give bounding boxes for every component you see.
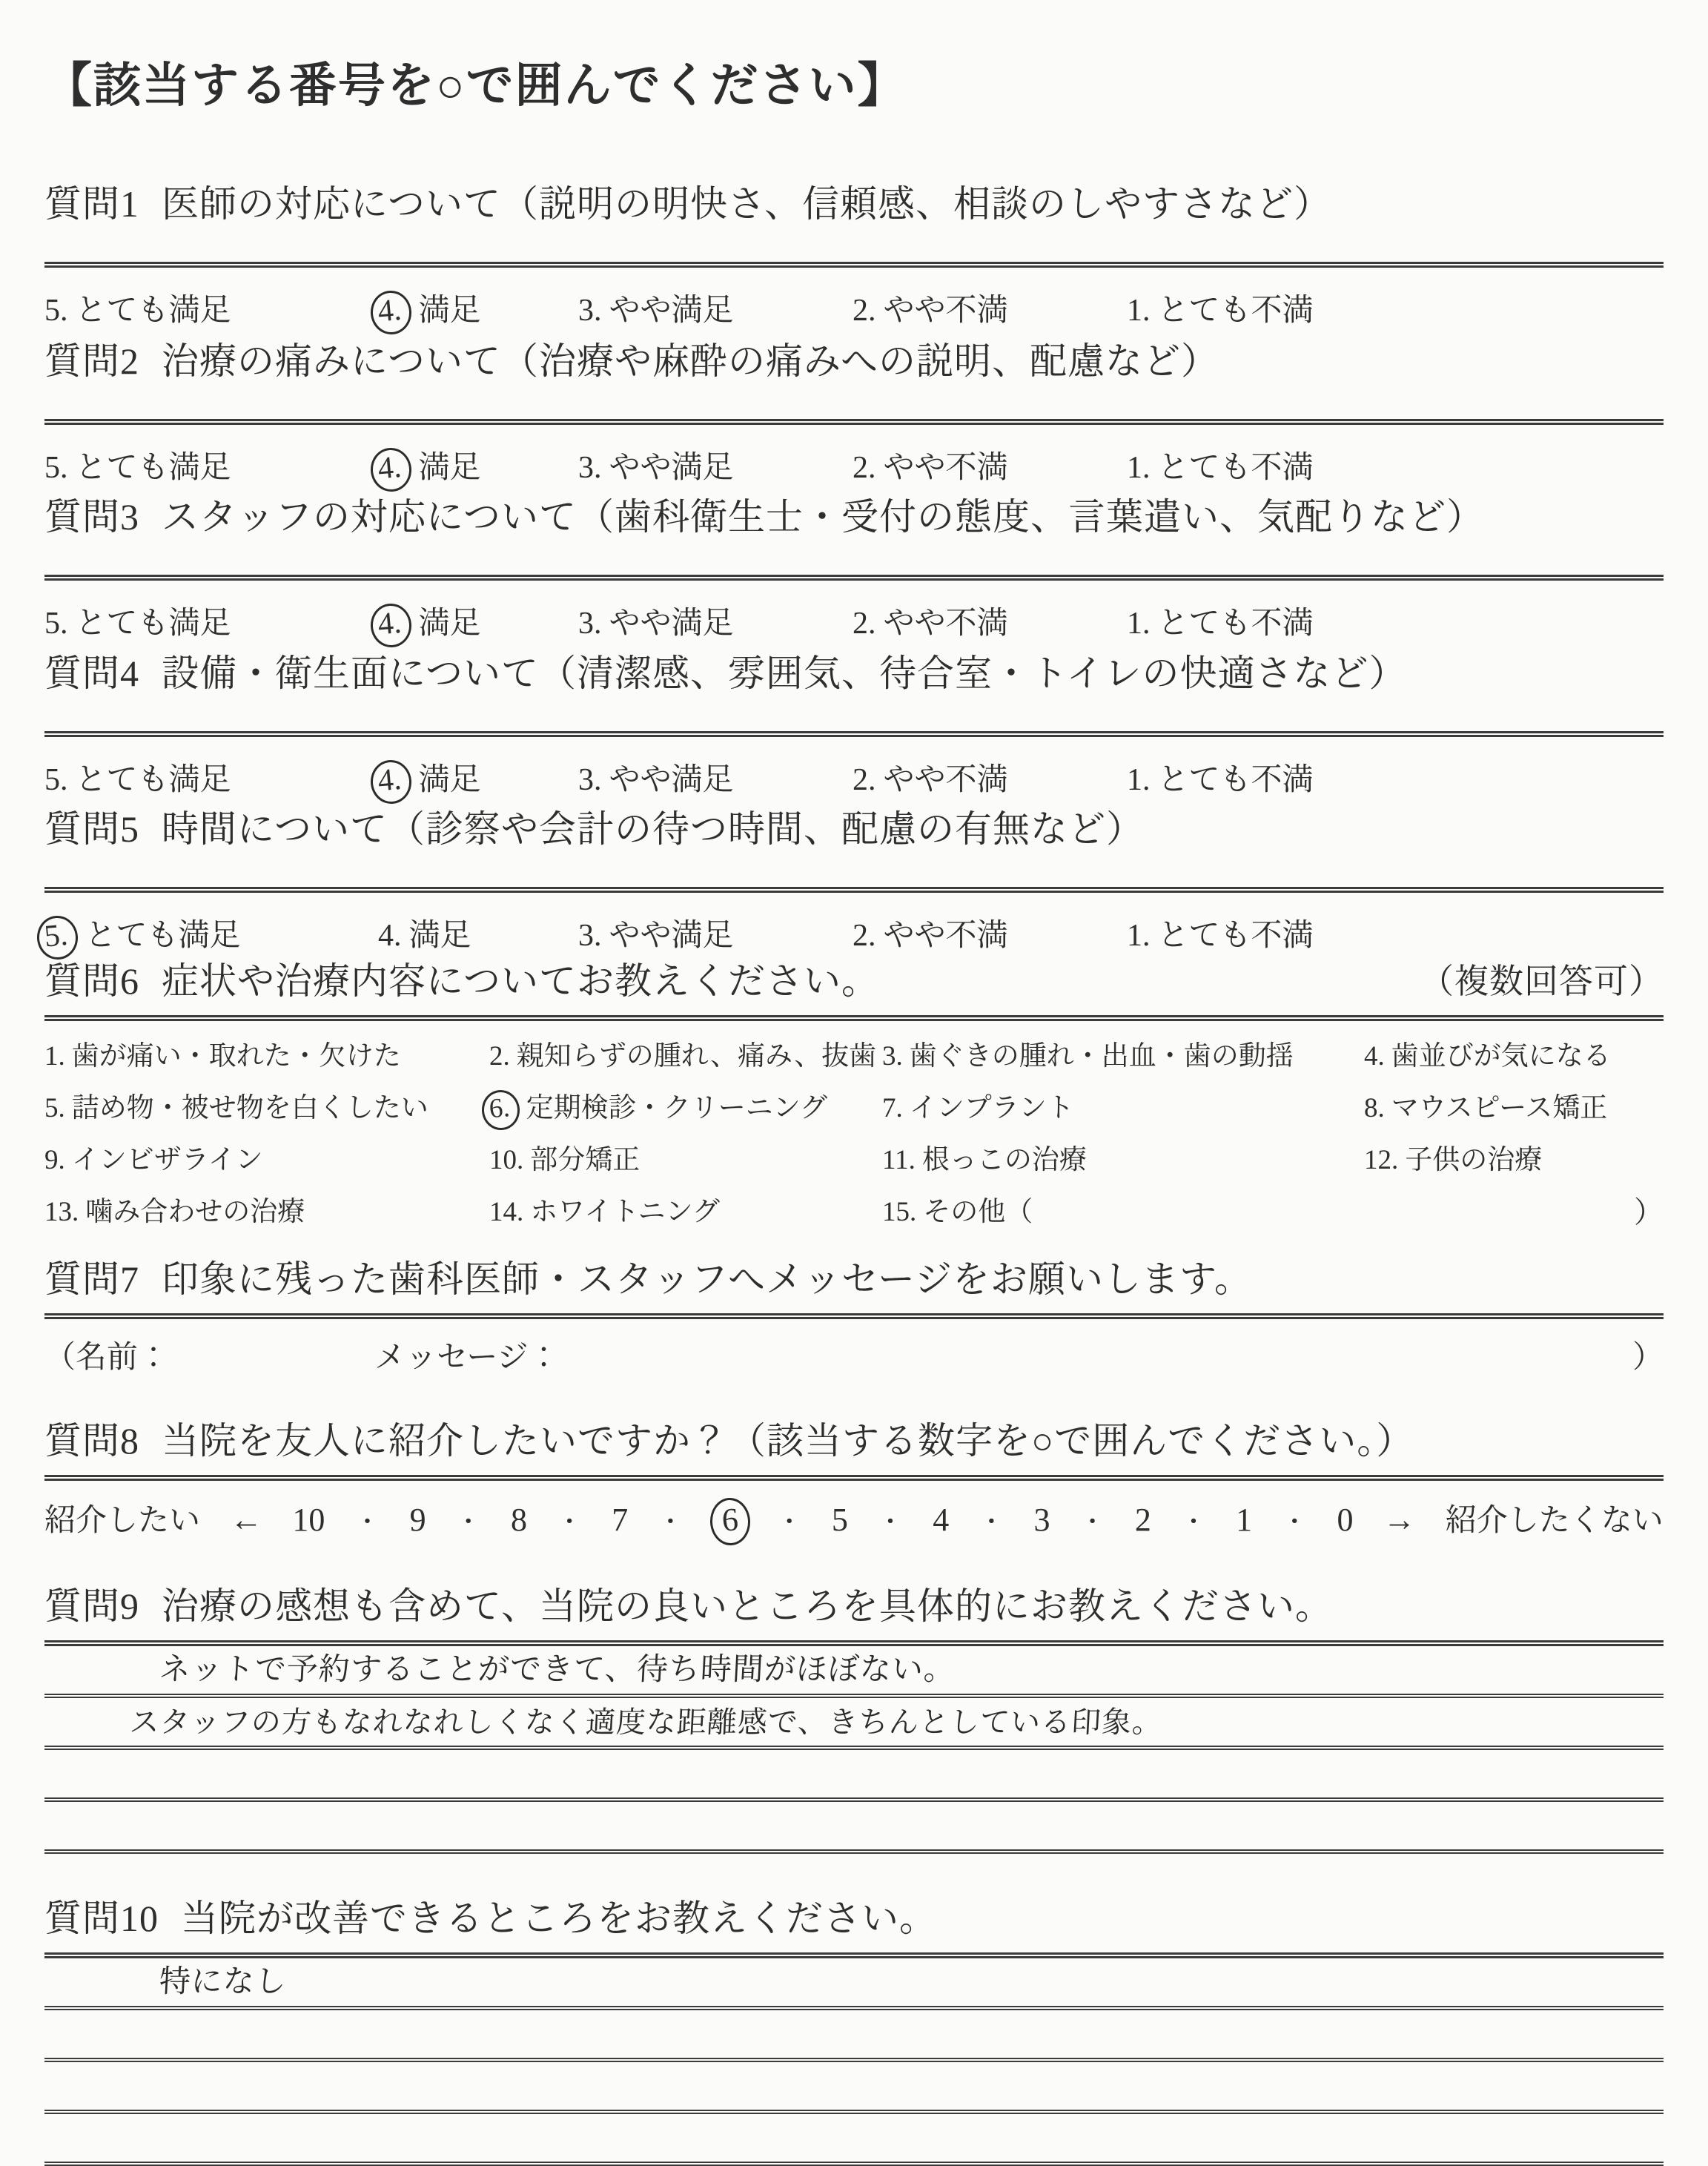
divider bbox=[44, 887, 1664, 893]
left-arrow-icon: ← bbox=[230, 1502, 263, 1538]
q6-options-row bbox=[44, 1033, 1664, 1085]
answer-line bbox=[44, 1958, 1664, 2010]
answer-line bbox=[44, 1698, 1664, 1750]
symptom-option: 7. インプラント bbox=[882, 1093, 1074, 1123]
divider bbox=[44, 1015, 1664, 1021]
q1-title: 医師の対応について（説明の明快さ、信頼感、相談のしやすさなど） bbox=[162, 183, 1331, 225]
nps-number: 1 bbox=[1236, 1502, 1253, 1538]
symptom-option: 4. 歯並びが気になる bbox=[1364, 1041, 1611, 1072]
dot-separator: ・ bbox=[1180, 1509, 1206, 1536]
q3-title: スタッフの対応について（歯科衛生士・受付の態度、言葉遣い、気配りなど） bbox=[162, 496, 1484, 538]
q7-heading bbox=[44, 1249, 1664, 1303]
rating-option: 2. やや不満 bbox=[853, 451, 1008, 485]
divider bbox=[44, 731, 1664, 737]
q2-title: 治療の痛みについて（治療や麻酔の痛みへの説明、配慮など） bbox=[162, 340, 1219, 382]
rating-option: 2. やや不満 bbox=[853, 919, 1008, 953]
q9-title: 治療の感想も含めて、当院の良いところを具体的にお教えください。 bbox=[162, 1585, 1333, 1627]
q8-heading bbox=[44, 1411, 1664, 1465]
question-2 bbox=[44, 331, 1664, 490]
nps-number: 4 bbox=[933, 1502, 950, 1538]
q7-number: 質問7 bbox=[44, 1258, 139, 1300]
close-paren: ） bbox=[1632, 1341, 1664, 1375]
q4-number: 質問4 bbox=[44, 653, 139, 694]
rating-option: 1. とても不満 bbox=[1127, 607, 1314, 641]
symptom-option: 8. マウスピース矯正 bbox=[1364, 1093, 1608, 1123]
q6-options bbox=[44, 1033, 1664, 1241]
answer-line bbox=[44, 1750, 1664, 1802]
q6-heading bbox=[44, 951, 1664, 1005]
dot-separator: ・ bbox=[776, 1509, 802, 1536]
q7-answer-row bbox=[44, 1333, 1664, 1381]
nps-number: 10 bbox=[292, 1502, 325, 1538]
symptom-option: 3. 歯ぐきの腫れ・出血・歯の動揺 bbox=[882, 1041, 1294, 1072]
symptom-option: 5. 詰め物・被せ物を白くしたい bbox=[44, 1093, 428, 1123]
message-field-label: メッセージ： bbox=[374, 1341, 560, 1375]
q10-number: 質問10 bbox=[44, 1898, 159, 1939]
nps-number: 5 bbox=[831, 1502, 848, 1538]
q5-number: 質問5 bbox=[44, 808, 139, 850]
q6-title: 症状や治療内容についてお教えください。 bbox=[162, 960, 879, 1002]
q8-title: 当院を友人に紹介したいですか？（該当する数字を○で囲んでください。） bbox=[162, 1420, 1414, 1462]
q2-rating-row bbox=[44, 443, 1664, 490]
answer-line bbox=[44, 1802, 1664, 1854]
circled-answer: 4. bbox=[369, 289, 413, 337]
rating-option: 2. やや不満 bbox=[853, 763, 1008, 797]
q10-answer-area bbox=[44, 1958, 1664, 2166]
question-1 bbox=[44, 174, 1664, 333]
q10-title: 当院が改善できるところをお教えください。 bbox=[181, 1898, 937, 1939]
nps-number: 9 bbox=[409, 1502, 426, 1538]
rating-option: 4. 満足 bbox=[378, 919, 471, 953]
q8-number: 質問8 bbox=[44, 1420, 139, 1462]
dot-separator: ・ bbox=[354, 1509, 380, 1536]
handwritten-answer: スタッフの方もなれなれしくなく適度な距離感で、きちんとしている印象。 bbox=[128, 1706, 1164, 1740]
rating-option: 5. とても満足 bbox=[44, 294, 231, 328]
q5-heading bbox=[44, 799, 1664, 853]
q4-title: 設備・衛生面について（清潔感、雰囲気、待合室・トイレの快適さなど） bbox=[162, 653, 1407, 694]
rating-option: 3. やや満足 bbox=[578, 451, 734, 485]
question-9 bbox=[44, 1576, 1664, 1854]
dot-separator: ・ bbox=[1282, 1509, 1308, 1536]
q10-heading bbox=[44, 1889, 1664, 1942]
divider bbox=[44, 1313, 1664, 1319]
q2-number: 質問2 bbox=[44, 340, 139, 382]
right-arrow-icon: → bbox=[1383, 1502, 1416, 1538]
q1-rating-row bbox=[44, 285, 1664, 333]
rating-option: 3. やや満足 bbox=[578, 294, 734, 328]
rating-option: 3. やや満足 bbox=[578, 607, 734, 641]
rating-option: 1. とても不満 bbox=[1127, 451, 1314, 485]
q7-title: 印象に残った歯科医師・スタッフへメッセージをお願いします。 bbox=[162, 1258, 1252, 1300]
q6-options-row bbox=[44, 1137, 1664, 1189]
symptom-option: 10. 部分矯正 bbox=[489, 1145, 640, 1175]
symptom-option: 14. ホワイトニング bbox=[489, 1197, 720, 1227]
handwritten-answer: ネットで予約することができて、待ち時間がほぼない。 bbox=[158, 1651, 957, 1687]
divider bbox=[44, 1475, 1664, 1481]
question-5 bbox=[44, 799, 1664, 958]
question-3 bbox=[44, 487, 1664, 646]
circled-answer: 4. bbox=[369, 602, 413, 650]
nps-number: 3 bbox=[1033, 1502, 1050, 1538]
q3-heading bbox=[44, 487, 1664, 541]
q3-number: 質問3 bbox=[44, 496, 139, 538]
nps-right-label: 紹介したくない bbox=[1445, 1504, 1664, 1538]
symptom-option-selected: 6. 定期検診・クリーニング bbox=[489, 1085, 827, 1126]
rating-option: 1. とても不満 bbox=[1127, 919, 1314, 953]
dot-separator: ・ bbox=[979, 1509, 1004, 1536]
rating-option-selected: 4. 満足 bbox=[378, 443, 481, 487]
answer-line bbox=[44, 2062, 1664, 2114]
rating-option: 3. やや満足 bbox=[578, 763, 734, 797]
question-4 bbox=[44, 644, 1664, 802]
rating-option: 5. とても満足 bbox=[44, 607, 231, 641]
other-close-paren: ） bbox=[1634, 1195, 1664, 1229]
dot-separator: ・ bbox=[878, 1509, 904, 1536]
page-title: 【該当する番号を○で囲んでください】 bbox=[44, 59, 907, 112]
q6-options-row bbox=[44, 1085, 1664, 1137]
nps-number: 8 bbox=[510, 1502, 527, 1538]
symptom-option: 13. 噛み合わせの治療 bbox=[44, 1197, 305, 1227]
rating-option: 1. とても不満 bbox=[1127, 763, 1314, 797]
answer-line bbox=[44, 1646, 1664, 1698]
q9-answer-area bbox=[44, 1646, 1664, 1854]
rating-option: 1. とても不満 bbox=[1127, 294, 1314, 328]
rating-option: 5. とても満足 bbox=[44, 763, 231, 797]
q2-heading bbox=[44, 331, 1664, 385]
question-7 bbox=[44, 1249, 1664, 1381]
question-8 bbox=[44, 1411, 1664, 1540]
nps-number: 7 bbox=[612, 1502, 629, 1538]
nps-number: 2 bbox=[1134, 1502, 1151, 1538]
rating-option: 2. やや不満 bbox=[853, 294, 1008, 328]
dot-separator: ・ bbox=[455, 1509, 481, 1536]
q1-heading bbox=[44, 174, 1664, 228]
circled-answer: 4. bbox=[369, 446, 413, 494]
q4-heading bbox=[44, 644, 1664, 697]
handwritten-answer: 特になし bbox=[158, 1963, 288, 1999]
symptom-option-other: 15. その他（ bbox=[882, 1197, 1033, 1227]
circled-answer: 5. bbox=[36, 914, 79, 962]
dot-separator: ・ bbox=[658, 1509, 683, 1536]
answer-line bbox=[44, 2010, 1664, 2062]
rating-option: 3. やや満足 bbox=[578, 919, 734, 953]
q6-multi-answer-note: （複数回答可） bbox=[1420, 963, 1664, 1000]
symptom-option: 9. インビザライン bbox=[44, 1145, 263, 1175]
symptom-option: 2. 親知らずの腫れ、痛み、抜歯 bbox=[489, 1041, 877, 1072]
q6-number: 質問6 bbox=[44, 960, 139, 1002]
symptom-option: 12. 子供の治療 bbox=[1364, 1145, 1543, 1175]
divider bbox=[44, 262, 1664, 268]
dot-separator: ・ bbox=[1079, 1509, 1105, 1536]
question-6 bbox=[44, 951, 1664, 1241]
circled-answer: 4. bbox=[369, 759, 413, 806]
divider bbox=[44, 575, 1664, 581]
q3-rating-row bbox=[44, 598, 1664, 646]
rating-option-selected: 4. 満足 bbox=[378, 755, 481, 799]
symptom-option: 1. 歯が痛い・取れた・欠けた bbox=[44, 1041, 401, 1072]
answer-line bbox=[44, 2114, 1664, 2166]
nps-number: 0 bbox=[1337, 1502, 1354, 1538]
rating-option-selected: 4. 満足 bbox=[378, 285, 481, 330]
q5-title: 時間について（診察や会計の待つ時間、配慮の有無など） bbox=[162, 808, 1144, 850]
nps-left-label: 紹介したい bbox=[44, 1504, 201, 1538]
circled-answer: 6. bbox=[480, 1089, 521, 1132]
symptom-option: 11. 根っこの治療 bbox=[882, 1145, 1087, 1175]
circled-answer: 6 bbox=[709, 1497, 751, 1547]
rating-option: 2. やや不満 bbox=[853, 607, 1008, 641]
q9-number: 質問9 bbox=[44, 1585, 139, 1627]
dot-separator: ・ bbox=[557, 1509, 583, 1536]
name-field-label: （名前： bbox=[44, 1341, 170, 1375]
q4-rating-row bbox=[44, 755, 1664, 802]
q6-options-row bbox=[44, 1189, 1664, 1241]
question-10 bbox=[44, 1889, 1664, 2166]
q9-heading bbox=[44, 1576, 1664, 1630]
rating-option-selected: 4. 満足 bbox=[378, 598, 481, 643]
rating-option: 5. とても満足 bbox=[44, 451, 231, 485]
q1-number: 質問1 bbox=[44, 183, 139, 225]
q8-nps-scale bbox=[44, 1496, 1664, 1540]
rating-option-selected: 5. とても満足 bbox=[44, 911, 241, 955]
divider bbox=[44, 419, 1664, 425]
